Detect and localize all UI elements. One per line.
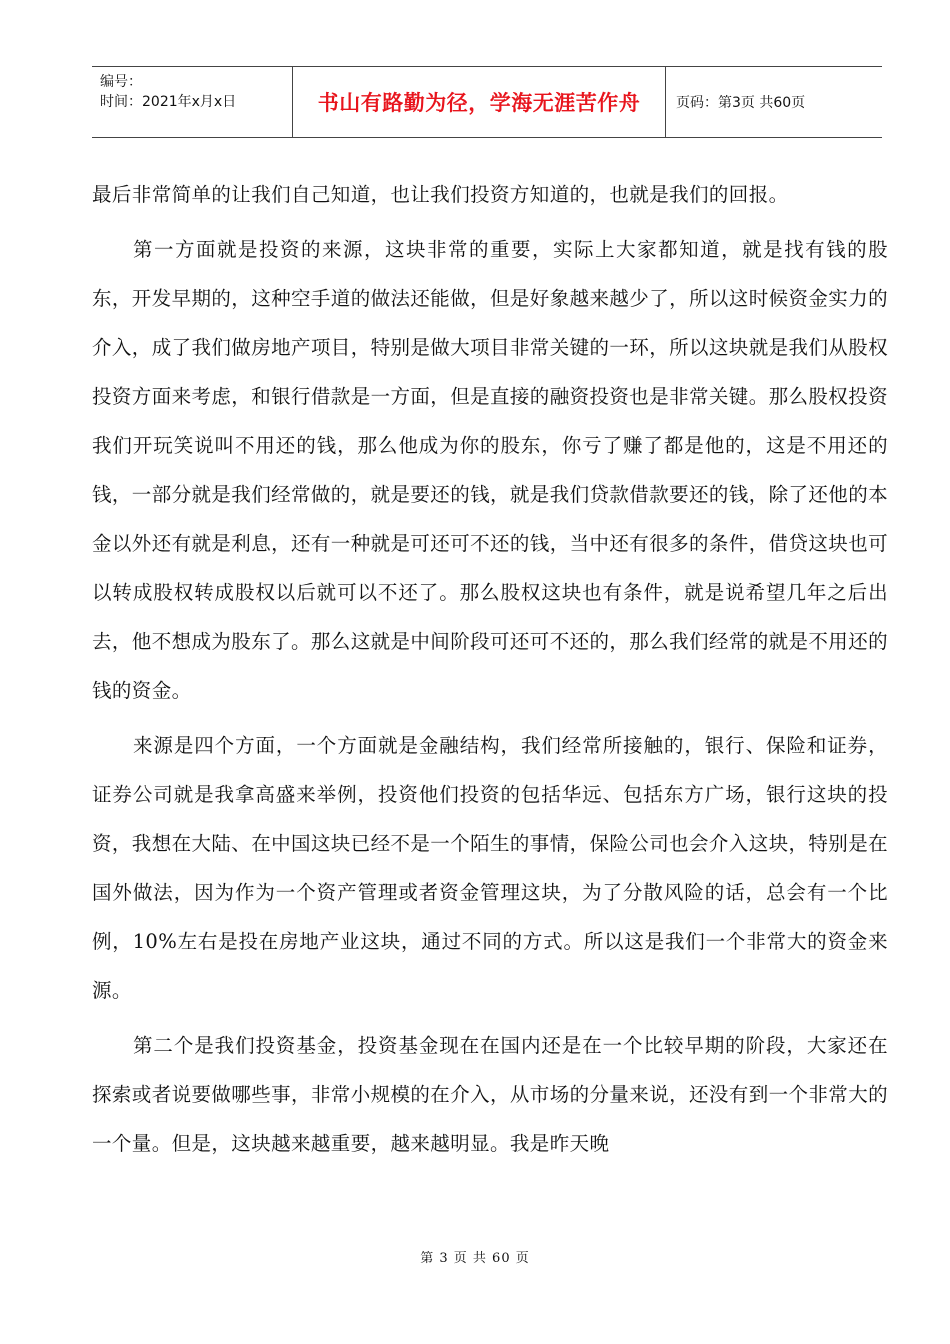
header-motto: 书山有路勤为径，学海无涯苦作舟	[317, 91, 641, 115]
body-paragraph: 第一方面就是投资的来源，这块非常的重要，实际上大家都知道，就是找有钱的股东，开发早期的，这种空手道的做法还能做，但是好象越来越少了，所以这时候资金实力的介入，成了我们做房地产项目，特别是做大项目非常关键的一环，所以这块就是我们从股权投资方面来考虑，和银行借款是一方面，但是直接的融资投资也是非常关键。那么股权投资我们开玩笑说叫不用还的钱，那么他成为你的股东，你亏了赚了都是他的，这是不用还的钱，一部分就是我们经常做的，就是要还的钱，就是我们贷款借款要还的钱，除了还他的本金以外还有就是利息，还有一种就是可还可不还的钱，当中还有很多的条件，借贷这块也可以转成股权转成股权以后就可以不还了。那么股权这块也有条件，就是说希望几年之后出去，他不想成为股东了。那么这就是中间阶段可还可不还的，那么我们经常的就是不用还的钱的资金。	[92, 238, 889, 702]
header-page-code: 页码：第3页 共60页	[676, 95, 806, 111]
body-paragraph: 最后非常简单的让我们自己知道，也让我们投资方知道的，也就是我们的回报。	[92, 183, 789, 206]
header-meta-cell	[92, 67, 293, 137]
page-header	[92, 66, 882, 138]
page-footer: 第 3 页 共 60 页	[420, 1251, 530, 1266]
body-paragraph: 第二个是我们投资基金，投资基金现在在国内还是在一个比较早期的阶段，大家还在探索或者说要做哪些事，非常小规模的在介入，从市场的分量来说，还没有到一个非常大的一个量。但是，这块越来越重要，越来越明显。我是昨天晚	[92, 1034, 889, 1155]
header-motto-cell	[293, 67, 666, 137]
header-page-cell	[666, 67, 882, 137]
body-paragraph: 来源是四个方面，一个方面就是金融结构，我们经常所接触的，银行、保险和证券，证券公司就是我拿高盛来举例，投资他们投资的包括华远、包括东方广场，银行这块的投资，我想在大陆、在中国这块已经不是一个陌生的事情，保险公司也会介入这块，特别是在国外做法，因为作为一个资产管理或者资金管理这块，为了分散风险的话，总会有一个比例，10%左右是投在房地产业这块，通过不同的方式。所以这是我们一个非常大的资金来源。	[92, 734, 889, 1002]
document-body	[92, 170, 888, 1174]
document-number-label: 编号：	[100, 74, 142, 90]
document-time-label: 时间：2021年x月x日	[100, 94, 237, 110]
